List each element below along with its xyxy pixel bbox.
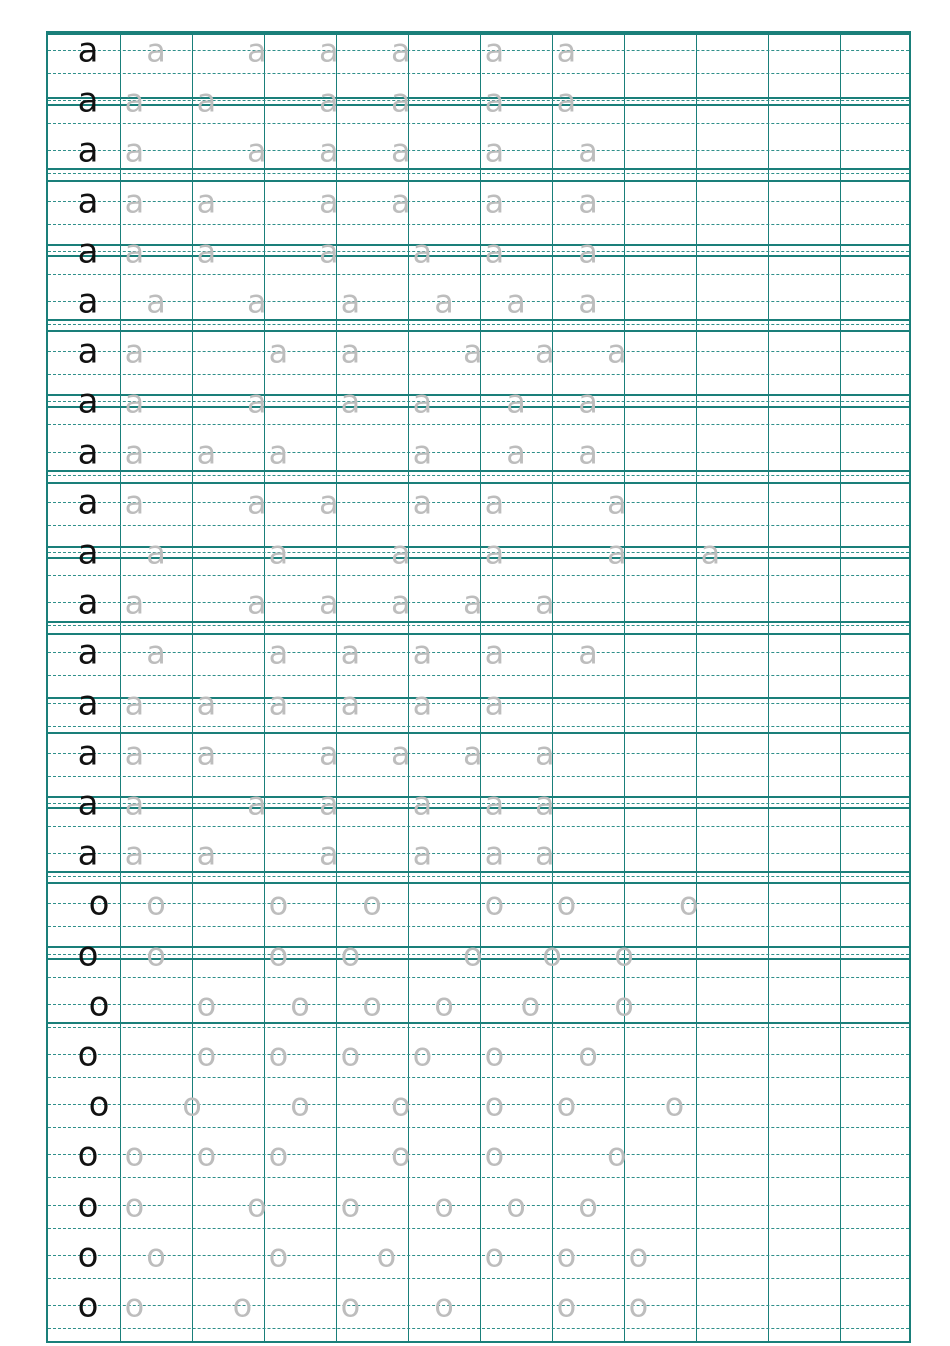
trace-letter[interactable]: a xyxy=(124,181,145,220)
trace-letter[interactable]: a xyxy=(606,483,627,522)
model-letter: a xyxy=(77,30,99,71)
trace-letter[interactable]: o xyxy=(268,1135,289,1174)
trace-letter[interactable]: a xyxy=(606,533,627,572)
dashed-guide-line xyxy=(48,977,909,978)
trace-letter[interactable]: a xyxy=(124,432,145,471)
trace-letter[interactable]: o xyxy=(434,1286,454,1325)
trace-letter[interactable]: a xyxy=(506,382,526,421)
trace-letter[interactable]: o xyxy=(628,1286,649,1325)
trace-letter[interactable]: a xyxy=(390,31,411,70)
model-letter: a xyxy=(77,331,99,372)
trace-letter[interactable]: o xyxy=(391,1135,411,1174)
trace-letter[interactable]: o xyxy=(268,934,289,973)
trace-letter[interactable]: a xyxy=(196,734,217,773)
trace-letter[interactable]: o xyxy=(484,1135,505,1174)
trace-letter[interactable]: o xyxy=(607,1135,627,1174)
trace-letter[interactable]: a xyxy=(146,533,166,572)
ruled-band xyxy=(48,104,909,170)
trace-letter[interactable]: a xyxy=(390,81,411,120)
trace-letter[interactable]: a xyxy=(462,734,483,773)
model-letter: o xyxy=(88,883,110,924)
trace-letter[interactable]: a xyxy=(246,483,267,522)
trace-letter[interactable]: o xyxy=(484,1236,505,1275)
dashed-guide-line xyxy=(48,251,909,252)
dashed-guide-line xyxy=(48,1205,909,1206)
trace-letter[interactable]: a xyxy=(196,81,217,120)
dashed-guide-line xyxy=(48,1228,909,1229)
dashed-guide-line xyxy=(48,424,909,425)
trace-letter[interactable]: a xyxy=(246,583,267,622)
ruled-band xyxy=(48,180,909,246)
dashed-guide-line xyxy=(48,452,909,453)
trace-letter[interactable]: a xyxy=(246,31,267,70)
trace-letter[interactable]: a xyxy=(340,332,361,371)
dashed-guide-line xyxy=(48,502,909,503)
trace-letter[interactable]: o xyxy=(290,1085,310,1124)
trace-letter[interactable]: a xyxy=(318,583,339,622)
trace-letter[interactable]: a xyxy=(318,784,339,823)
dashed-guide-line xyxy=(48,575,909,576)
trace-letter[interactable]: a xyxy=(412,633,433,672)
trace-letter[interactable]: a xyxy=(506,432,526,471)
model-letter: o xyxy=(77,933,99,974)
trace-letter[interactable]: a xyxy=(124,683,145,722)
dashed-guide-line xyxy=(48,475,909,476)
dashed-guide-line xyxy=(48,201,909,202)
trace-letter[interactable]: a xyxy=(534,834,555,873)
dashed-guide-line xyxy=(48,1154,909,1155)
trace-letter[interactable]: a xyxy=(412,834,433,873)
trace-letter[interactable]: a xyxy=(556,81,577,120)
trace-letter[interactable]: o xyxy=(182,1085,202,1124)
model-letter: a xyxy=(77,783,99,824)
trace-letter[interactable]: a xyxy=(484,181,505,220)
dashed-guide-line xyxy=(48,803,909,804)
trace-letter[interactable]: a xyxy=(146,282,166,321)
dashed-guide-line xyxy=(48,1104,909,1105)
dashed-guide-line xyxy=(48,123,909,124)
trace-letter[interactable]: o xyxy=(124,1185,145,1224)
dashed-guide-line xyxy=(48,274,909,275)
dashed-guide-line xyxy=(48,625,909,626)
trace-letter[interactable]: o xyxy=(247,1185,267,1224)
trace-letter[interactable]: o xyxy=(268,1035,289,1074)
dashed-guide-line xyxy=(48,1177,909,1178)
trace-letter[interactable]: a xyxy=(124,131,145,170)
trace-letter[interactable]: a xyxy=(578,181,598,220)
trace-letter[interactable]: o xyxy=(196,985,217,1024)
ruled-band xyxy=(48,482,909,548)
trace-letter[interactable]: a xyxy=(578,282,598,321)
dashed-guide-line xyxy=(48,224,909,225)
trace-letter[interactable]: o xyxy=(578,1185,598,1224)
trace-letter[interactable]: a xyxy=(318,181,339,220)
trace-letter[interactable]: o xyxy=(196,1035,217,1074)
trace-letter[interactable]: o xyxy=(628,1236,649,1275)
trace-letter[interactable]: a xyxy=(412,683,433,722)
grid-column-line xyxy=(840,33,841,1341)
trace-letter[interactable]: a xyxy=(606,332,627,371)
trace-letter[interactable]: a xyxy=(578,382,598,421)
dashed-guide-line xyxy=(48,1305,909,1306)
trace-letter[interactable]: a xyxy=(124,232,145,271)
trace-letter[interactable]: a xyxy=(124,81,145,120)
trace-letter[interactable]: o xyxy=(362,985,382,1024)
dashed-guide-line xyxy=(48,876,909,877)
trace-letter[interactable]: a xyxy=(268,683,289,722)
trace-letter[interactable]: a xyxy=(700,533,721,572)
trace-letter[interactable]: o xyxy=(340,1185,361,1224)
trace-letter[interactable]: a xyxy=(578,432,598,471)
trace-letter[interactable]: a xyxy=(268,533,289,572)
dashed-guide-line xyxy=(48,150,909,151)
model-letter: a xyxy=(77,582,99,623)
trace-letter[interactable]: a xyxy=(196,432,217,471)
trace-letter[interactable]: a xyxy=(196,181,217,220)
dashed-guide-line xyxy=(48,50,909,51)
dashed-guide-line xyxy=(48,374,909,375)
trace-letter[interactable]: o xyxy=(614,934,634,973)
dashed-guide-line xyxy=(48,903,909,904)
dashed-guide-line xyxy=(48,726,909,727)
trace-letter[interactable]: a xyxy=(146,31,166,70)
trace-letter[interactable]: o xyxy=(232,1286,253,1325)
trace-letter[interactable]: a xyxy=(434,282,454,321)
model-letter: a xyxy=(77,80,99,121)
ruled-band xyxy=(48,30,909,99)
trace-letter[interactable]: o xyxy=(391,1085,411,1124)
model-letter: o xyxy=(77,1235,99,1276)
trace-letter[interactable]: a xyxy=(318,834,339,873)
trace-letter[interactable]: o xyxy=(463,934,483,973)
trace-letter[interactable]: a xyxy=(484,633,505,672)
trace-letter[interactable]: o xyxy=(556,1236,577,1275)
ruled-band xyxy=(48,255,909,321)
trace-letter[interactable]: a xyxy=(534,583,555,622)
trace-letter[interactable]: a xyxy=(390,583,411,622)
trace-letter[interactable]: a xyxy=(124,332,145,371)
trace-letter[interactable]: a xyxy=(390,533,411,572)
trace-letter[interactable]: a xyxy=(340,282,361,321)
trace-letter[interactable]: o xyxy=(484,1035,505,1074)
trace-letter[interactable]: o xyxy=(542,934,562,973)
dashed-guide-line xyxy=(48,776,909,777)
trace-letter[interactable]: a xyxy=(124,483,145,522)
model-letter: a xyxy=(77,833,99,874)
trace-letter[interactable]: a xyxy=(318,483,339,522)
trace-letter[interactable]: a xyxy=(412,232,433,271)
grid-column-line xyxy=(192,33,193,1341)
dashed-guide-line xyxy=(48,1255,909,1256)
trace-letter[interactable]: o xyxy=(146,884,166,923)
trace-letter[interactable]: a xyxy=(484,81,505,120)
model-letter: a xyxy=(77,482,99,523)
trace-letter[interactable]: a xyxy=(578,131,598,170)
trace-letter[interactable]: a xyxy=(412,382,433,421)
model-letter: a xyxy=(77,180,99,221)
model-letter: o xyxy=(77,1134,99,1175)
trace-letter[interactable]: o xyxy=(434,985,454,1024)
trace-letter[interactable]: o xyxy=(268,884,289,923)
trace-letter[interactable]: a xyxy=(484,784,505,823)
trace-letter[interactable]: a xyxy=(268,332,289,371)
trace-letter[interactable]: o xyxy=(268,1236,289,1275)
trace-letter[interactable]: a xyxy=(246,784,267,823)
model-letter: a xyxy=(77,532,99,573)
grid-column-line xyxy=(264,33,265,1341)
trace-letter[interactable]: a xyxy=(484,834,505,873)
trace-letter[interactable]: o xyxy=(506,1185,526,1224)
trace-letter[interactable]: a xyxy=(534,332,555,371)
trace-letter[interactable]: o xyxy=(556,1286,577,1325)
ruled-band xyxy=(48,807,909,873)
trace-letter[interactable]: a xyxy=(578,633,598,672)
grid-column-line xyxy=(768,33,769,1341)
trace-letter[interactable]: a xyxy=(196,834,217,873)
trace-letter[interactable]: a xyxy=(462,332,483,371)
trace-letter[interactable]: a xyxy=(146,633,166,672)
writing-practice-sheet xyxy=(46,31,911,1343)
trace-letter[interactable]: a xyxy=(196,232,217,271)
grid-column-line xyxy=(552,33,553,1341)
trace-letter[interactable]: a xyxy=(390,734,411,773)
trace-letter[interactable]: o xyxy=(434,1185,454,1224)
trace-letter[interactable]: a xyxy=(506,282,526,321)
model-letter: a xyxy=(77,632,99,673)
trace-letter[interactable]: o xyxy=(124,1135,145,1174)
trace-letter[interactable]: a xyxy=(124,734,145,773)
trace-letter[interactable]: a xyxy=(340,382,361,421)
trace-letter[interactable]: o xyxy=(679,884,699,923)
dashed-guide-line xyxy=(48,1127,909,1128)
trace-letter[interactable]: a xyxy=(196,683,217,722)
trace-letter[interactable]: a xyxy=(484,232,505,271)
dashed-guide-line xyxy=(48,853,909,854)
model-letter: a xyxy=(77,733,99,774)
trace-letter[interactable]: a xyxy=(484,533,505,572)
trace-letter[interactable]: a xyxy=(390,181,411,220)
trace-letter[interactable]: a xyxy=(246,282,267,321)
trace-letter[interactable]: a xyxy=(124,382,145,421)
trace-letter[interactable]: a xyxy=(340,633,361,672)
trace-letter[interactable]: a xyxy=(412,432,433,471)
trace-letter[interactable]: a xyxy=(318,31,339,70)
trace-letter[interactable]: a xyxy=(340,683,361,722)
trace-letter[interactable]: a xyxy=(124,834,145,873)
dashed-guide-line xyxy=(48,675,909,676)
dashed-guide-line xyxy=(48,552,909,553)
trace-letter[interactable]: o xyxy=(196,1135,217,1174)
trace-letter[interactable]: a xyxy=(318,734,339,773)
grid-column-line xyxy=(696,33,697,1341)
trace-letter[interactable]: o xyxy=(290,985,310,1024)
dashed-guide-line xyxy=(48,826,909,827)
trace-letter[interactable]: a xyxy=(124,784,145,823)
dashed-guide-line xyxy=(48,703,909,704)
dashed-guide-line xyxy=(48,324,909,325)
grid-column-line xyxy=(480,33,481,1341)
trace-letter[interactable]: o xyxy=(146,1236,166,1275)
trace-letter[interactable]: a xyxy=(462,583,483,622)
trace-letter[interactable]: a xyxy=(484,31,505,70)
model-letter: a xyxy=(77,381,99,422)
dashed-guide-line xyxy=(48,1077,909,1078)
model-letter: a xyxy=(77,682,99,723)
trace-letter[interactable]: o xyxy=(340,1035,361,1074)
dashed-guide-line xyxy=(48,173,909,174)
ruled-band xyxy=(48,633,909,699)
trace-letter[interactable]: a xyxy=(412,784,433,823)
trace-letter[interactable]: a xyxy=(268,633,289,672)
model-letter: a xyxy=(77,231,99,272)
dashed-guide-line xyxy=(48,1328,909,1329)
trace-letter[interactable]: a xyxy=(246,382,267,421)
trace-letter[interactable]: a xyxy=(578,232,598,271)
trace-letter[interactable]: a xyxy=(484,131,505,170)
trace-letter[interactable]: o xyxy=(146,934,166,973)
model-letter: o xyxy=(88,984,110,1025)
trace-letter[interactable]: o xyxy=(578,1035,598,1074)
trace-letter[interactable]: o xyxy=(484,884,505,923)
trace-letter[interactable]: o xyxy=(362,884,382,923)
dashed-guide-line xyxy=(48,1278,909,1279)
dashed-guide-line xyxy=(48,301,909,302)
trace-letter[interactable]: a xyxy=(268,432,289,471)
model-letter: o xyxy=(77,1184,99,1225)
dashed-guide-line xyxy=(48,1054,909,1055)
trace-letter[interactable]: o xyxy=(556,1085,577,1124)
model-letter: a xyxy=(77,281,99,322)
trace-letter[interactable]: a xyxy=(318,81,339,120)
trace-letter[interactable]: a xyxy=(246,131,267,170)
dashed-guide-line xyxy=(48,401,909,402)
trace-letter[interactable]: o xyxy=(484,1085,505,1124)
trace-letter[interactable]: a xyxy=(556,31,577,70)
model-letter: o xyxy=(77,1285,99,1326)
grid-column-line xyxy=(336,33,337,1341)
dashed-guide-line xyxy=(48,525,909,526)
model-letter: o xyxy=(77,1034,99,1075)
trace-letter[interactable]: o xyxy=(556,884,577,923)
trace-letter[interactable]: a xyxy=(484,683,505,722)
model-letter: a xyxy=(77,130,99,171)
trace-letter[interactable]: o xyxy=(412,1035,433,1074)
trace-letter[interactable]: o xyxy=(340,1286,361,1325)
trace-letter[interactable]: o xyxy=(340,934,361,973)
model-letter: o xyxy=(88,1084,110,1125)
dashed-guide-line xyxy=(48,1027,909,1028)
trace-letter[interactable]: a xyxy=(484,483,505,522)
trace-letter[interactable]: o xyxy=(664,1085,685,1124)
trace-letter[interactable]: a xyxy=(318,232,339,271)
trace-letter[interactable]: a xyxy=(318,131,339,170)
trace-letter[interactable]: o xyxy=(520,985,541,1024)
ruled-band xyxy=(48,406,909,472)
trace-letter[interactable]: a xyxy=(124,583,145,622)
trace-letter[interactable]: o xyxy=(614,985,634,1024)
trace-letter[interactable]: o xyxy=(376,1236,397,1275)
trace-letter[interactable]: a xyxy=(412,483,433,522)
model-letter: a xyxy=(77,431,99,472)
dashed-guide-line xyxy=(48,1004,909,1005)
grid-column-line xyxy=(120,33,121,1341)
dashed-guide-line xyxy=(48,73,909,74)
trace-letter[interactable]: a xyxy=(534,734,555,773)
dashed-guide-line xyxy=(48,926,909,927)
trace-letter[interactable]: a xyxy=(390,131,411,170)
dashed-guide-line xyxy=(48,100,909,101)
trace-letter[interactable]: o xyxy=(124,1286,145,1325)
trace-letter[interactable]: a xyxy=(534,784,555,823)
dashed-guide-line xyxy=(48,652,909,653)
